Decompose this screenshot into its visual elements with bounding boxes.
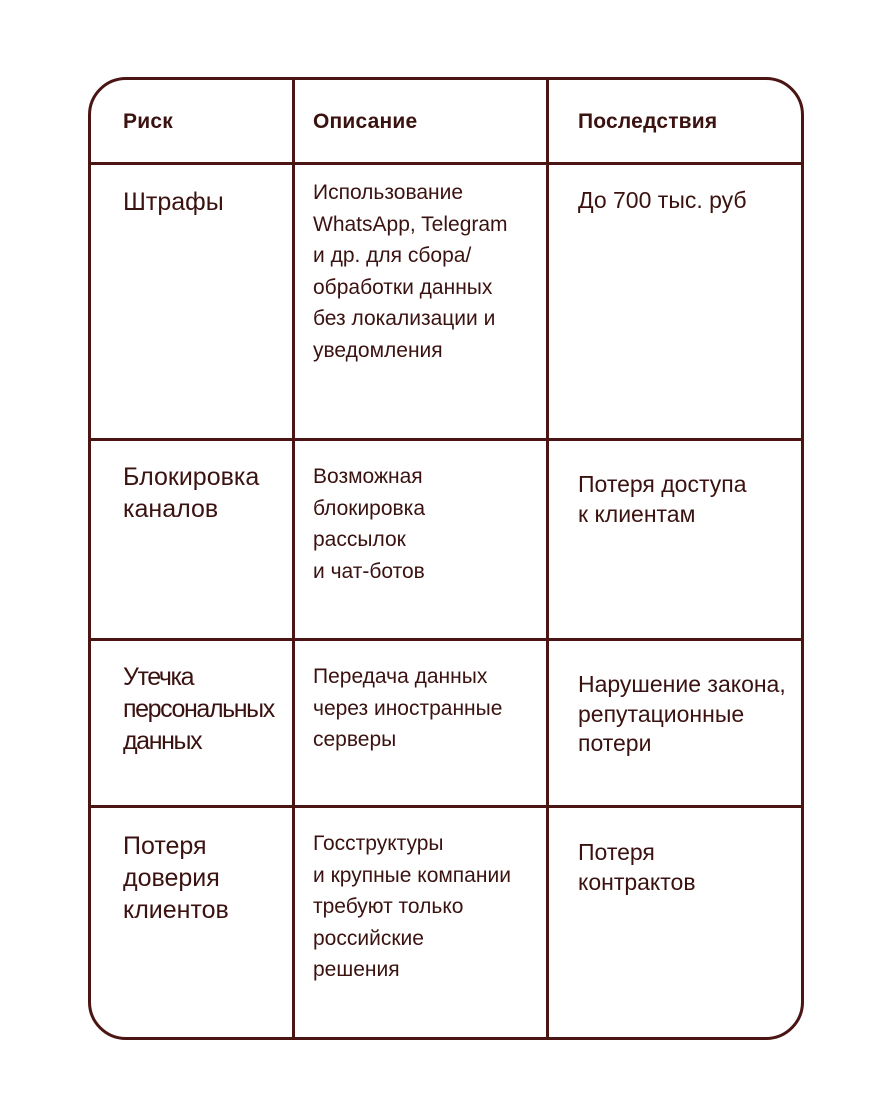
table-row-3-risk: Утечка персональных данных bbox=[123, 663, 274, 755]
header-risk: Риск bbox=[123, 110, 173, 133]
table-row-2-description: Возможная блокировка рассылок и чат-ботов bbox=[313, 465, 426, 583]
table-row-4-description: Госструктуры и крупные компании требуют только российские решения bbox=[313, 832, 511, 981]
row-divider bbox=[91, 162, 801, 165]
header-description: Описание bbox=[313, 110, 418, 133]
table-row-1-risk: Штрафы bbox=[123, 188, 224, 216]
table-row-1-description: Использование WhatsApp, Telegram и др. для сбора/ обработки данных без локализации и уведомления bbox=[313, 181, 508, 362]
row-divider bbox=[91, 805, 801, 808]
table-row-4-consequences: Потеря контрактов bbox=[578, 839, 696, 895]
table-row-3-description: Передача данных через иностранные серверы bbox=[313, 665, 503, 751]
row-divider bbox=[91, 438, 801, 441]
table-row-2-risk: Блокировка каналов bbox=[123, 463, 260, 523]
table-row-1-consequences: До 700 тыс. руб bbox=[578, 187, 747, 213]
table-row-4-risk: Потеря доверия клиентов bbox=[123, 832, 229, 924]
row-divider bbox=[91, 638, 801, 641]
risk-table bbox=[88, 77, 804, 1040]
header-consequences: Последствия bbox=[578, 110, 718, 133]
column-divider bbox=[546, 80, 549, 1037]
table-row-3-consequences: Нарушение закона, репутационные потери bbox=[578, 671, 786, 756]
column-divider bbox=[292, 80, 295, 1037]
table-row-2-consequences: Потеря доступа к клиентам bbox=[578, 471, 747, 527]
